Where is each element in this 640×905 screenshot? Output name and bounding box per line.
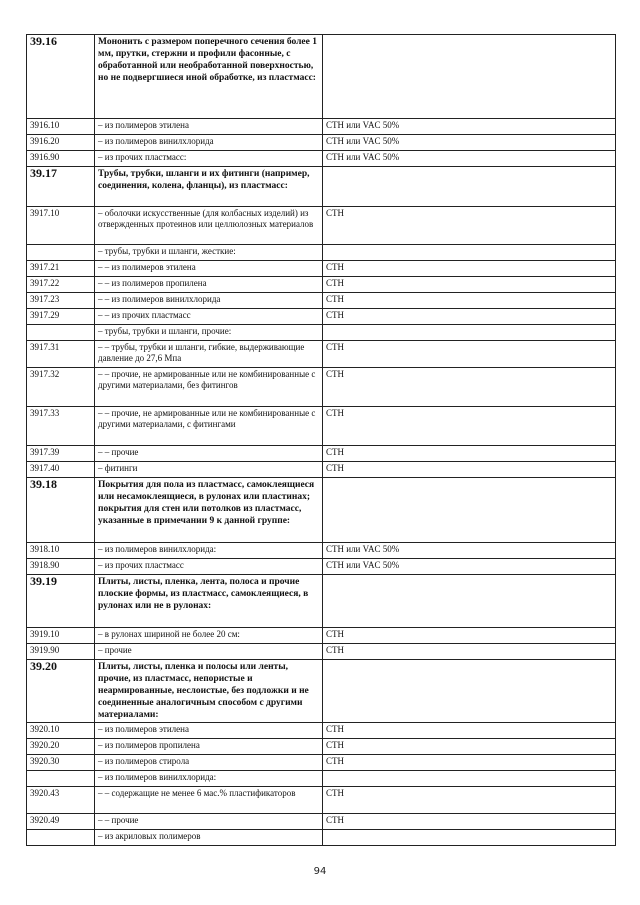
hs-code: 39.17 bbox=[27, 167, 95, 207]
description: – – из полимеров пропилена bbox=[95, 277, 323, 293]
hs-code bbox=[27, 771, 95, 787]
description: – – прочие bbox=[95, 446, 323, 462]
description: – – прочие bbox=[95, 814, 323, 830]
origin-criterion bbox=[323, 35, 616, 119]
table-row bbox=[27, 277, 616, 293]
hs-code: 39.18 bbox=[27, 478, 95, 543]
origin-criterion: СТН bbox=[323, 407, 616, 446]
hs-code: 3917.10 bbox=[27, 207, 95, 245]
origin-criterion: СТН bbox=[323, 293, 616, 309]
origin-criterion: СТН bbox=[323, 368, 616, 407]
table-row bbox=[27, 739, 616, 755]
table-row bbox=[27, 119, 616, 135]
table-row bbox=[27, 261, 616, 277]
table-row bbox=[27, 446, 616, 462]
hs-code bbox=[27, 245, 95, 261]
origin-criterion bbox=[323, 660, 616, 723]
description: Трубы, трубки, шланги и их фитинги (например, соединения, колена, фланцы), из пластмасс: bbox=[95, 167, 323, 207]
table-row bbox=[27, 830, 616, 846]
description: – – трубы, трубки и шланги, гибкие, выдерживающие давление до 27,6 Мпа bbox=[95, 341, 323, 368]
origin-criterion bbox=[323, 478, 616, 543]
description: – из полимеров пропилена bbox=[95, 739, 323, 755]
table-row bbox=[27, 309, 616, 325]
description: – из полимеров винилхлорида: bbox=[95, 771, 323, 787]
description: – из полимеров этилена bbox=[95, 119, 323, 135]
description: – – прочие, не армированные или не комбинированные с другими материалами, без фитингов bbox=[95, 368, 323, 407]
table-row bbox=[27, 787, 616, 814]
origin-criterion bbox=[323, 245, 616, 261]
origin-criterion bbox=[323, 325, 616, 341]
origin-criterion: СТН bbox=[323, 207, 616, 245]
table-row bbox=[27, 407, 616, 446]
origin-criterion: СТН bbox=[323, 462, 616, 478]
table-row bbox=[27, 35, 616, 119]
hs-code bbox=[27, 325, 95, 341]
description: – – прочие, не армированные или не комбинированные с другими материалами, с фитингами bbox=[95, 407, 323, 446]
description: – оболочки искусственные (для колбасных изделий) из отвержденных протеинов или целлюлозных материалов bbox=[95, 207, 323, 245]
table-row bbox=[27, 167, 616, 207]
origin-criterion: СТН bbox=[323, 739, 616, 755]
origin-criterion: СТН или VAC 50% bbox=[323, 119, 616, 135]
description: – – из полимеров винилхлорида bbox=[95, 293, 323, 309]
origin-criterion bbox=[323, 167, 616, 207]
table-row bbox=[27, 207, 616, 245]
origin-criterion bbox=[323, 830, 616, 846]
hs-code: 3916.20 bbox=[27, 135, 95, 151]
description: Покрытия для пола из пластмасс, самоклеящиеся или несамоклеящиеся, в рулонах или пластинах; покрытия для стен или потолков из пластмасс, указанные в примечании 9 к данной группе: bbox=[95, 478, 323, 543]
origin-criterion: СТН bbox=[323, 261, 616, 277]
description: Плиты, листы, пленка и полосы или ленты, прочие, из пластмасс, непористые и неармированные, неслоистые, без подложки и не соединенные аналогичным способом с другими материалами: bbox=[95, 660, 323, 723]
table-row bbox=[27, 341, 616, 368]
table-row bbox=[27, 660, 616, 723]
origin-criterion: СТН bbox=[323, 341, 616, 368]
hs-code: 39.16 bbox=[27, 35, 95, 119]
description: – из полимеров этилена bbox=[95, 723, 323, 739]
origin-criterion: СТН bbox=[323, 644, 616, 660]
hs-code: 3917.31 bbox=[27, 341, 95, 368]
description: – – содержащие не менее 6 мас.% пластификаторов bbox=[95, 787, 323, 814]
origin-criterion: СТН или VAC 50% bbox=[323, 543, 616, 559]
hs-code: 3917.39 bbox=[27, 446, 95, 462]
description: – трубы, трубки и шланги, прочие: bbox=[95, 325, 323, 341]
description: – из полимеров винилхлорида bbox=[95, 135, 323, 151]
description: – фитинги bbox=[95, 462, 323, 478]
hs-code: 3917.40 bbox=[27, 462, 95, 478]
origin-criterion: СТН bbox=[323, 446, 616, 462]
table-row bbox=[27, 814, 616, 830]
hs-code: 39.20 bbox=[27, 660, 95, 723]
description: – – из прочих пластмасс bbox=[95, 309, 323, 325]
origin-criterion: СТН bbox=[323, 755, 616, 771]
hs-code: 3920.49 bbox=[27, 814, 95, 830]
description: – из полимеров винилхлорида: bbox=[95, 543, 323, 559]
origin-criterion bbox=[323, 771, 616, 787]
table-row bbox=[27, 368, 616, 407]
hs-code: 3920.30 bbox=[27, 755, 95, 771]
description: – трубы, трубки и шланги, жесткие: bbox=[95, 245, 323, 261]
table-row bbox=[27, 575, 616, 628]
hs-code: 39.19 bbox=[27, 575, 95, 628]
origin-criterion: СТН или VAC 50% bbox=[323, 559, 616, 575]
hs-code: 3917.23 bbox=[27, 293, 95, 309]
description: Мононить с размером поперечного сечения более 1 мм, прутки, стержни и профили фасонные, с обработанной или необработанной поверхностью, но не подвергшиеся иной обработке, из пластмасс: bbox=[95, 35, 323, 119]
origin-criterion: СТН bbox=[323, 787, 616, 814]
table-row bbox=[27, 723, 616, 739]
table-row bbox=[27, 478, 616, 543]
origin-criterion: СТН bbox=[323, 277, 616, 293]
hs-code: 3918.10 bbox=[27, 543, 95, 559]
origin-criterion: СТН или VAC 50% bbox=[323, 151, 616, 167]
table-row bbox=[27, 245, 616, 261]
origin-criterion: СТН bbox=[323, 309, 616, 325]
table-row bbox=[27, 644, 616, 660]
hs-code: 3916.10 bbox=[27, 119, 95, 135]
description: – из акриловых полимеров bbox=[95, 830, 323, 846]
table-row bbox=[27, 325, 616, 341]
description: Плиты, листы, пленка, лента, полоса и прочие плоские формы, из пластмасс, самоклеящиеся, в рулонах или не в рулонах: bbox=[95, 575, 323, 628]
hs-code: 3918.90 bbox=[27, 559, 95, 575]
hs-code: 3917.32 bbox=[27, 368, 95, 407]
description: – – из полимеров этилена bbox=[95, 261, 323, 277]
hs-code: 3917.33 bbox=[27, 407, 95, 446]
table-row bbox=[27, 559, 616, 575]
table-row bbox=[27, 628, 616, 644]
hs-code bbox=[27, 830, 95, 846]
table-row bbox=[27, 135, 616, 151]
hs-code: 3920.10 bbox=[27, 723, 95, 739]
description: – в рулонах шириной не более 20 см: bbox=[95, 628, 323, 644]
hs-code: 3916.90 bbox=[27, 151, 95, 167]
hs-code: 3919.10 bbox=[27, 628, 95, 644]
description: – прочие bbox=[95, 644, 323, 660]
table-row bbox=[27, 293, 616, 309]
description: – из полимеров стирола bbox=[95, 755, 323, 771]
table-row bbox=[27, 151, 616, 167]
hs-code: 3920.20 bbox=[27, 739, 95, 755]
table-row bbox=[27, 771, 616, 787]
origin-criterion bbox=[323, 575, 616, 628]
page-number: 94 bbox=[313, 866, 327, 877]
origin-criterion: СТН или VAC 50% bbox=[323, 135, 616, 151]
hs-code: 3917.29 bbox=[27, 309, 95, 325]
description: – из прочих пластмасс bbox=[95, 559, 323, 575]
hs-code: 3920.43 bbox=[27, 787, 95, 814]
tariff-table bbox=[26, 34, 616, 846]
hs-code: 3917.21 bbox=[27, 261, 95, 277]
table-row bbox=[27, 462, 616, 478]
origin-criterion: СТН bbox=[323, 814, 616, 830]
origin-criterion: СТН bbox=[323, 723, 616, 739]
description: – из прочих пластмасс: bbox=[95, 151, 323, 167]
table-row bbox=[27, 543, 616, 559]
origin-criterion: СТН bbox=[323, 628, 616, 644]
table-row bbox=[27, 755, 616, 771]
hs-code: 3917.22 bbox=[27, 277, 95, 293]
hs-code: 3919.90 bbox=[27, 644, 95, 660]
